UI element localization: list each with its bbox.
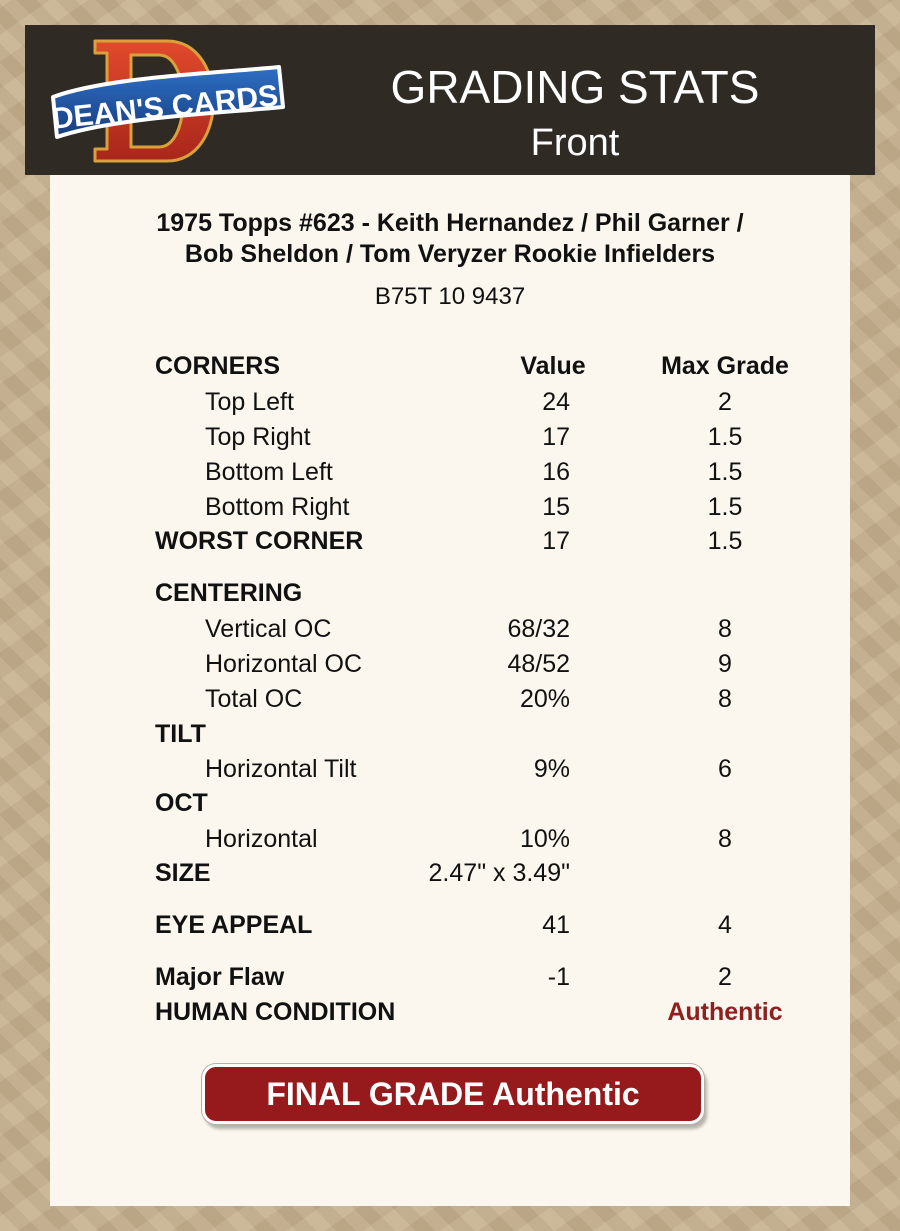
centering-header-row	[50, 577, 850, 609]
stat-value: 2.47" x 3.49"	[428, 859, 570, 887]
stat-max-grade: 2	[718, 388, 732, 416]
stat-value: -1	[547, 963, 570, 991]
stat-value: 24	[542, 388, 570, 416]
stat-row-bottom-left	[50, 456, 850, 488]
value-column-header: Value	[520, 352, 586, 380]
stat-row-horizontal-tilt	[50, 753, 850, 785]
stat-max-grade: 9	[718, 650, 732, 678]
stat-label: HUMAN CONDITION	[155, 998, 396, 1026]
stat-row-human-condition	[50, 996, 850, 1028]
stat-value: 41	[542, 911, 570, 939]
stat-max-grade: 8	[718, 615, 732, 643]
stat-value: 68/32	[507, 615, 570, 643]
stat-row-worst-corner	[50, 525, 850, 557]
stat-label: Bottom Left	[205, 458, 333, 486]
page-subtitle: Front	[530, 122, 620, 164]
stat-row-total-oc	[50, 683, 850, 715]
stat-value: 48/52	[507, 650, 570, 678]
stats-panel	[50, 175, 850, 1206]
stat-row-bottom-right	[50, 491, 850, 523]
stat-value: 10%	[519, 825, 570, 853]
stat-label: Bottom Right	[205, 493, 350, 521]
stat-row-oct-horizontal	[50, 823, 850, 855]
stat-label: Horizontal OC	[205, 650, 362, 678]
stat-max-grade: 1.5	[707, 527, 743, 555]
stat-value: 17	[542, 527, 570, 555]
stat-label: Major Flaw	[155, 963, 285, 991]
stat-row-top-left	[50, 386, 850, 418]
stat-label: Top Right	[205, 423, 311, 451]
section-label: TILT	[155, 720, 206, 748]
stat-value: 9%	[533, 755, 570, 783]
stat-value: 16	[542, 458, 570, 486]
stat-max-grade: 8	[718, 685, 732, 713]
stat-value: 20%	[519, 685, 570, 713]
stat-row-top-right	[50, 421, 850, 453]
stat-row-eye-appeal	[50, 909, 850, 941]
stat-label: SIZE	[155, 859, 211, 887]
stat-value: 17	[542, 423, 570, 451]
stat-label: Horizontal	[205, 825, 318, 853]
card-title-line-1: 1975 Topps #623 - Keith Hernandez / Phil Garner /	[156, 209, 744, 237]
card-title-line-2: Bob Sheldon / Tom Veryzer Rookie Infielders	[184, 240, 716, 268]
cert-number: B75T 10 9437	[374, 283, 526, 310]
stat-label: EYE APPEAL	[155, 911, 313, 939]
corners-header-row	[50, 350, 850, 382]
stat-row-horizontal-oc	[50, 648, 850, 680]
final-grade-badge: FINAL GRADE Authentic	[202, 1064, 704, 1124]
stat-max-grade: 1.5	[707, 423, 743, 451]
stat-label: WORST CORNER	[155, 527, 364, 555]
tilt-header-row	[50, 718, 850, 750]
card-title	[50, 208, 850, 270]
section-label: CENTERING	[155, 579, 303, 607]
stat-value: 15	[542, 493, 570, 521]
section-label: OCT	[155, 789, 208, 817]
stat-max-grade: 2	[718, 963, 732, 991]
stat-max-grade: 1.5	[707, 458, 743, 486]
stat-max-grade: 4	[718, 911, 732, 939]
stat-row-vertical-oc	[50, 613, 850, 645]
page-title: GRADING STATS	[390, 61, 760, 113]
section-label: CORNERS	[155, 352, 281, 380]
stat-label: Vertical OC	[205, 615, 332, 643]
human-condition-result: Authentic	[667, 998, 783, 1026]
oct-header-row	[50, 787, 850, 819]
stat-label: Total OC	[205, 685, 303, 713]
stat-max-grade: 6	[718, 755, 732, 783]
stat-max-grade: 8	[718, 825, 732, 853]
header-bar	[25, 25, 875, 175]
stat-max-grade: 1.5	[707, 493, 743, 521]
logo-text: DEAN'S CARDS	[50, 79, 280, 136]
max-grade-column-header: Max Grade	[661, 352, 789, 380]
stat-label: Horizontal Tilt	[205, 755, 357, 783]
stat-row-size	[50, 857, 850, 889]
stat-label: Top Left	[205, 388, 294, 416]
stat-row-major-flaw	[50, 961, 850, 993]
deans-cards-logo	[47, 37, 287, 167]
